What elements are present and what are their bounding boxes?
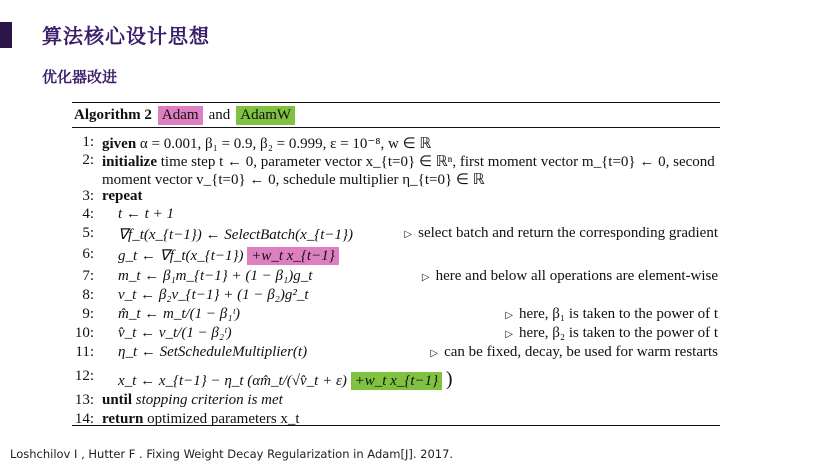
line-number: 14: bbox=[74, 411, 94, 427]
line-text: v̂_t ← v_t/(1 − β₂ᵗ) bbox=[118, 325, 232, 341]
line-comment: here, β₂ is taken to the power of t bbox=[518, 325, 718, 341]
line-number: 10: bbox=[74, 325, 94, 341]
line-keyword: until bbox=[102, 392, 133, 408]
adamw-weight-decay-term: +w_t x_{t−1} bbox=[351, 372, 443, 390]
line-text: t ← t + 1 bbox=[118, 206, 174, 222]
line-comment: select batch and return the corresponding gradient bbox=[418, 225, 718, 241]
algorithm-box bbox=[72, 102, 720, 427]
comment-triangle-icon: ▷ bbox=[505, 329, 513, 340]
line-number: 1: bbox=[82, 134, 94, 150]
comment-triangle-icon: ▷ bbox=[421, 272, 430, 283]
slide-subtitle: 优化器改进 bbox=[42, 68, 118, 86]
adamw-label: AdamW bbox=[236, 106, 295, 125]
line-number: 4: bbox=[82, 206, 94, 222]
line-number: 2: bbox=[82, 152, 94, 168]
line-text: α = 0.001, β₁ = 0.9, β₂ = 0.999, ε = 10⁻⁸, w ∈ ℝ bbox=[139, 136, 432, 152]
line-text: g_t ← ∇f_t(x_{t−1}) bbox=[118, 248, 244, 264]
adam-weight-decay-term: +w_t x_{t−1} bbox=[247, 247, 339, 265]
algorithm-header bbox=[72, 103, 720, 127]
line-keyword: initialize bbox=[102, 154, 157, 170]
line-number: 12: bbox=[74, 368, 94, 384]
line-text: moment vector v_{t=0} ← 0, schedule multiplier η_{t=0} ∈ ℝ bbox=[102, 172, 485, 188]
line-keyword: given bbox=[102, 136, 137, 152]
line-number: 13: bbox=[74, 392, 94, 408]
algorithm-bottom-rule bbox=[72, 425, 720, 426]
reference-citation: Loshchilov I , Hutter F . Fixing Weight Decay Regularization in Adam[J]. 2017. bbox=[10, 447, 454, 461]
line-number: 3: bbox=[82, 188, 94, 204]
closing-paren: ) bbox=[445, 368, 453, 390]
line-text: ∇f_t(x_{t−1}) ← SelectBatch(x_{t−1}) bbox=[118, 227, 354, 243]
line-number: 8: bbox=[82, 287, 94, 303]
comment-triangle-icon: ▷ bbox=[505, 310, 513, 321]
line-text: x_t ← x_{t−1} − η_t (αm̂_t/(√v̂_t + ε) bbox=[118, 373, 347, 389]
line-number: 7: bbox=[82, 268, 94, 284]
line-number: 6: bbox=[82, 246, 94, 262]
line-text: v_t ← β₂v_{t−1} + (1 − β₂)g²_t bbox=[118, 287, 309, 303]
comment-triangle-icon: ▷ bbox=[404, 229, 413, 240]
line-text: time step t ← 0, parameter vector x_{t=0} ∈ ℝⁿ, first moment vector m_{t=0} ← 0, second bbox=[160, 154, 715, 170]
line-number: 11: bbox=[75, 344, 94, 360]
comment-triangle-icon: ▷ bbox=[430, 348, 439, 359]
line-number: 9: bbox=[82, 306, 94, 322]
algorithm-label: Algorithm 2 bbox=[74, 106, 152, 123]
line-comment: here and below all operations are element-wise bbox=[435, 268, 718, 284]
adam-label: Adam bbox=[158, 106, 203, 125]
line-keyword: return bbox=[102, 411, 144, 427]
line-text: η_t ← SetScheduleMultiplier(t) bbox=[118, 344, 308, 360]
line-comment: can be fixed, decay, be used for warm restarts bbox=[444, 344, 718, 360]
line-keyword: repeat bbox=[102, 188, 143, 204]
title-accent-bar bbox=[0, 22, 12, 48]
algorithm-header-rule bbox=[72, 127, 720, 128]
line-text: stopping criterion is met bbox=[135, 392, 283, 408]
slide-title: 算法核心设计思想 bbox=[42, 24, 210, 48]
and-label: and bbox=[208, 106, 231, 123]
line-text: m_t ← β₁m_{t−1} + (1 − β₁)g_t bbox=[118, 268, 313, 284]
line-text: optimized parameters x_t bbox=[147, 411, 300, 427]
line-number: 5: bbox=[82, 225, 94, 241]
line-text: m̂_t ← m_t/(1 − β₁ᵗ) bbox=[118, 306, 240, 322]
line-comment: here, β₁ is taken to the power of t bbox=[518, 306, 718, 322]
